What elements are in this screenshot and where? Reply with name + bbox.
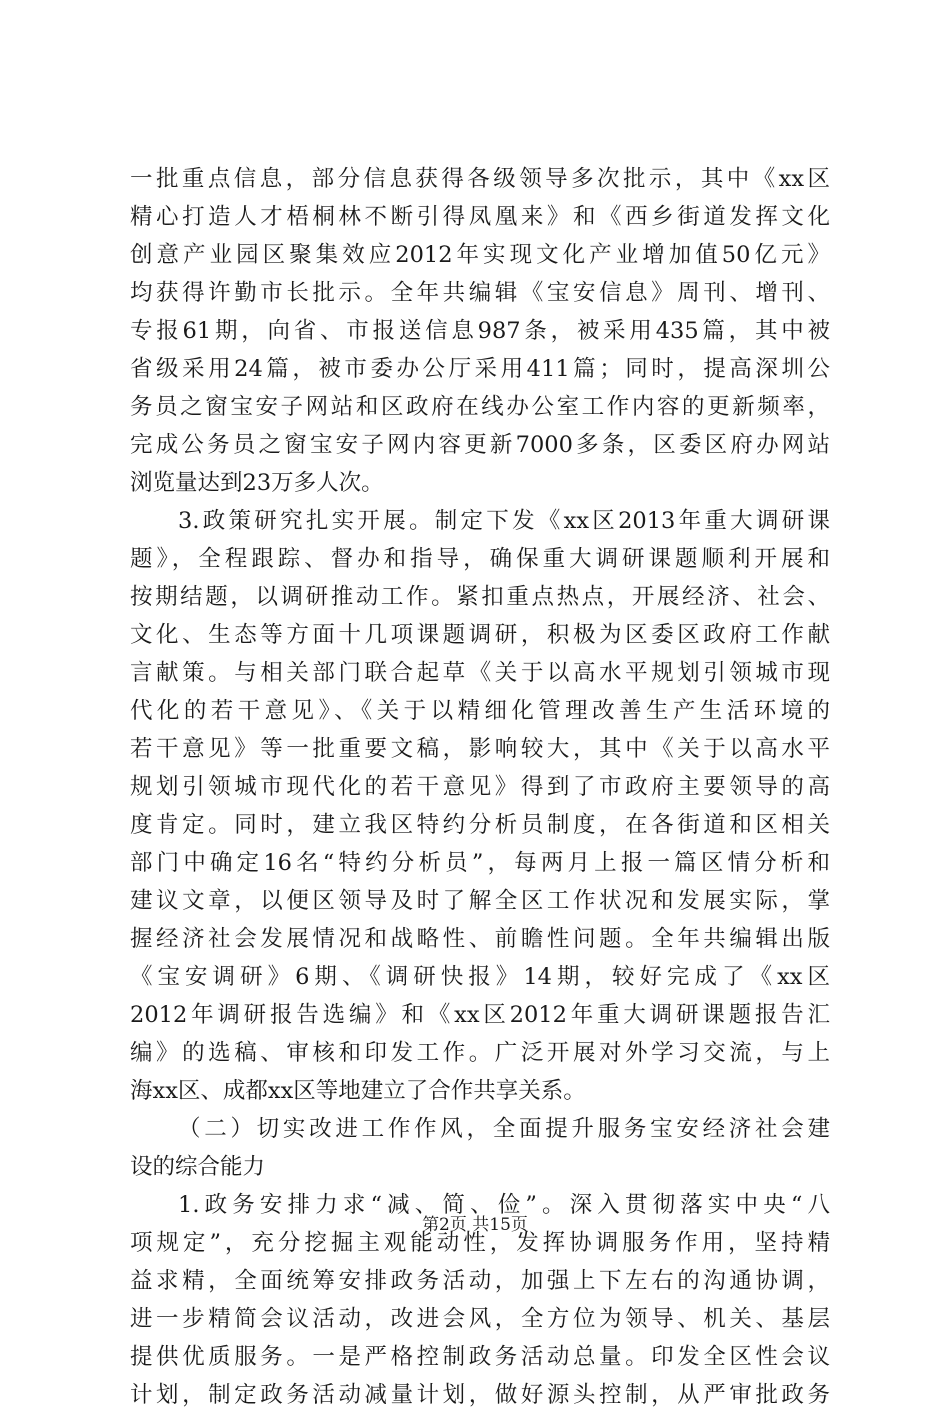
text-line: 《宝安调研》6期、《调研快报》14期，较好完成了《xx区 <box>130 964 830 990</box>
text-line: 浏览量达到23万多人次。 <box>130 470 384 496</box>
text-line: 握经济社会发展情况和战略性、前瞻性问题。全年共编辑出版 <box>130 926 830 952</box>
text-line: 部门中确定16名“特约分析员”，每两月上报一篇区情分析和 <box>130 850 830 876</box>
paragraph-start-line: 1.政务安排力求“减、简、俭”。深入贯彻落实中央“八 <box>178 1192 830 1218</box>
section-heading-line: （二）切实改进工作作风，全面提升服务宝安经济社会建 <box>178 1116 830 1142</box>
text-line: 专报61期，向省、市报送信息987条，被采用435篇，其中被 <box>130 318 830 344</box>
text-line: 一批重点信息，部分信息获得各级领导多次批示，其中《xx区 <box>130 166 830 192</box>
section-heading-line: 设的综合能力 <box>130 1154 266 1180</box>
paragraph-start-line: 3.政策研究扎实开展。制定下发《xx区2013年重大调研课 <box>178 508 830 534</box>
text-line: 进一步精简会议活动，改进会风，全方位为领导、机关、基层 <box>130 1306 830 1332</box>
page-footer: 第2页 共15页 <box>422 1215 528 1235</box>
text-line: 题》，全程跟踪、督办和指导，确保重大调研课题顺利开展和 <box>130 546 830 572</box>
text-line: 言献策。与相关部门联合起草《关于以高水平规划引领城市现 <box>130 660 830 686</box>
text-line: 海xx区、成都xx区等地建立了合作共享关系。 <box>130 1078 586 1104</box>
text-line: 项规定”，充分挖掘主观能动性，发挥协调服务作用，坚持精 <box>130 1230 830 1256</box>
text-line: 编》的选稿、审核和印发工作。广泛开展对外学习交流，与上 <box>130 1040 830 1066</box>
text-line: 创意产业园区聚集效应2012年实现文化产业增加值50亿元》 <box>130 242 830 268</box>
text-line: 务员之窗宝安子网站和区政府在线办公室工作内容的更新频率， <box>130 394 830 420</box>
text-line: 建议文章，以便区领导及时了解全区工作状况和发展实际，掌 <box>130 888 830 914</box>
text-line: 提供优质服务。一是严格控制政务活动总量。印发全区性会议 <box>130 1344 830 1370</box>
text-line: 精心打造人才梧桐林不断引得凤凰来》和《西乡街道发挥文化 <box>130 204 830 230</box>
text-line: 度肯定。同时，建立我区特约分析员制度，在各街道和区相关 <box>130 812 830 838</box>
text-line: 计划，制定政务活动减量计划，做好源头控制，从严审批政务 <box>130 1382 830 1408</box>
text-line: 若干意见》等一批重要文稿，影响较大，其中《关于以高水平 <box>130 736 830 762</box>
text-line: 完成公务员之窗宝安子网内容更新7000多条，区委区府办网站 <box>130 432 830 458</box>
text-line: 按期结题，以调研推动工作。紧扣重点热点，开展经济、社会、 <box>130 584 830 610</box>
text-line: 文化、生态等方面十几项课题调研，积极为区委区政府工作献 <box>130 622 830 648</box>
text-line: 代化的若干意见》、《关于以精细化管理改善生产生活环境的 <box>130 698 830 724</box>
text-line: 省级采用24篇，被市委办公厅采用411篇；同时，提高深圳公 <box>130 356 830 382</box>
text-line: 2012年调研报告选编》和《xx区2012年重大调研课题报告汇 <box>130 1002 830 1028</box>
text-line: 规划引领城市现代化的若干意见》得到了市政府主要领导的高 <box>130 774 830 800</box>
text-line: 均获得许勤市长批示。全年共编辑《宝安信息》周刊、增刊、 <box>130 280 830 306</box>
text-line: 益求精，全面统筹安排政务活动，加强上下左右的沟通协调， <box>130 1268 830 1294</box>
